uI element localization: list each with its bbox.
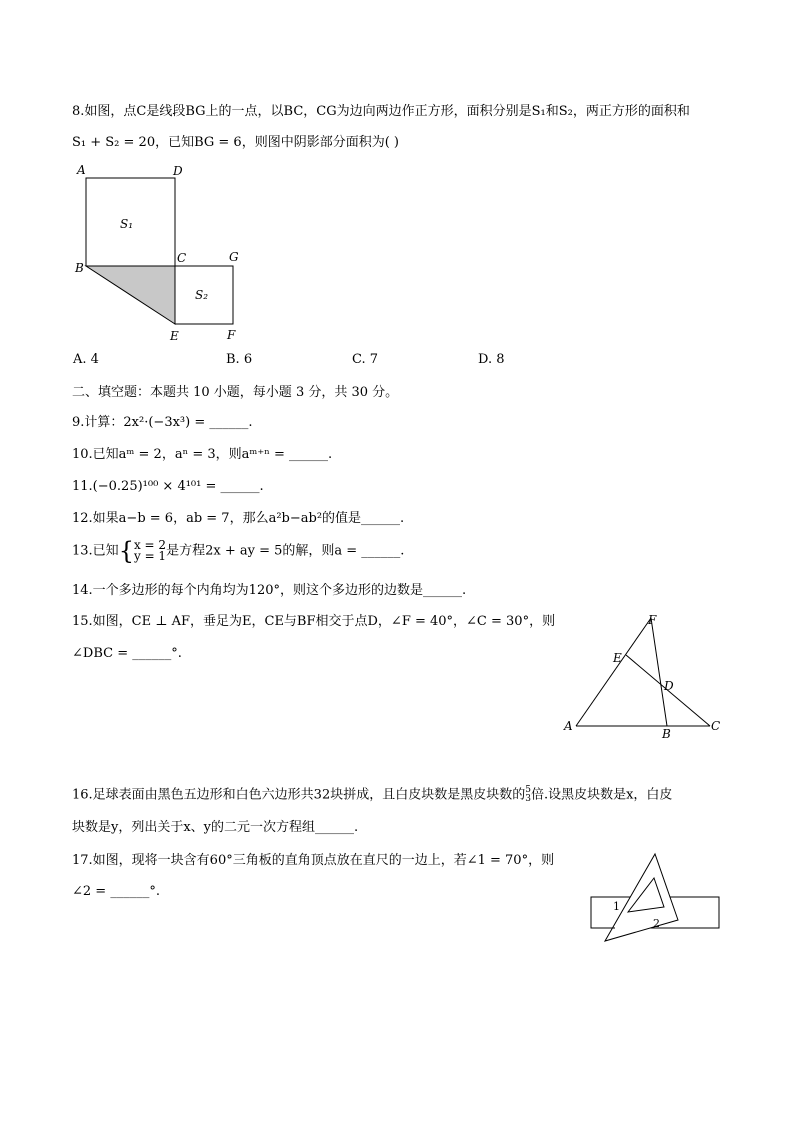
q15-triangle-figure	[560, 610, 725, 740]
q15-label-b: B	[662, 727, 671, 740]
q14-text: 14.一个多边形的每个内角均为120°，则这个多边形的边数是______.	[72, 583, 467, 598]
q8-label-d: D	[173, 164, 183, 178]
q17-angle-2-label: 2	[653, 917, 660, 930]
q10-text: 10.已知aᵐ = 2，aⁿ = 3，则aᵐ⁺ⁿ = ______.	[72, 447, 333, 462]
q13-prefix: 13.已知	[72, 543, 119, 559]
q15-label-a: A	[564, 719, 573, 733]
q8-label-f: F	[227, 328, 236, 342]
q8-label-e: E	[170, 329, 179, 343]
q8-label-a: A	[77, 163, 86, 177]
q13-equation-system	[134, 540, 166, 562]
q13-suffix: 是方程2x + ay = 5的解，则a = ______.	[166, 543, 405, 559]
section-heading: 二、填空题：本题共 10 小题，每小题 3 分，共 30 分。	[72, 385, 399, 400]
q15-label-d: D	[664, 679, 674, 693]
q16-line1-part1: 16.足球表面由黑色五边形和白色六边形共32块拼成，且白皮块数是黑皮块数的	[72, 787, 526, 803]
q13-eq1: x = 2	[133, 538, 167, 552]
q16-text-line2: 块数是y，列出关于x、y的二元一次方程组______.	[72, 820, 359, 835]
q16-frac-denominator: 3	[525, 794, 531, 804]
q15-label-f: F	[648, 613, 657, 627]
q9-text: 9.计算：2x²·(−3x³) = ______.	[72, 415, 253, 430]
q13-eq2: y = 1	[133, 549, 167, 563]
q8-option-c: C. 7	[352, 352, 379, 367]
q8-option-a: A. 4	[73, 352, 99, 367]
q17-text-line1: 17.如图，现将一块含有60°三角板的直角顶点放在直尺的一边上，若∠1 = 70°，则	[72, 853, 555, 868]
q8-label-b: B	[75, 261, 84, 275]
q16-frac-numerator: 5	[525, 785, 531, 795]
q8-text-line2: S₁ + S₂ = 20，已知BG = 6，则图中阴影部分面积为( )	[72, 135, 399, 150]
q8-option-d: D. 8	[478, 352, 505, 367]
q8-label-g: G	[229, 250, 239, 264]
q16-line1-part2: 倍.设黑皮块数是x，白皮	[530, 787, 673, 803]
q12-text: 12.如果a−b = 6，ab = 7，那么a²b−ab²的值是______.	[72, 511, 405, 526]
q8-label-s2: S₂	[195, 288, 209, 302]
q13-brace: {	[118, 537, 134, 565]
q17-angle-1-label: 1	[613, 900, 620, 913]
q8-label-s1: S₁	[120, 217, 134, 231]
q8-squares-figure	[70, 160, 250, 345]
q15-text-line2: ∠DBC = ______°.	[72, 646, 182, 661]
q16-text-line1	[72, 786, 672, 805]
q8-option-b: B. 6	[226, 352, 253, 367]
q8-text-line1: 8.如图，点C是线段BG上的一点，以BC，CG为边向两边作正方形，面积分别是S₁和S₂，两正方形的面积和	[72, 104, 690, 119]
q17-text-line2: ∠2 = ______°.	[72, 884, 160, 899]
q17-ruler-triangle-figure	[585, 850, 725, 945]
q15-text-line1: 15.如图，CE ⊥ AF，垂足为E，CE与BF相交于点D，∠F = 40°，∠C = 30°，则	[72, 614, 556, 629]
q15-label-e: E	[613, 651, 622, 665]
q13-text	[72, 538, 404, 565]
q15-label-c: C	[711, 719, 721, 733]
q8-label-c: C	[177, 251, 187, 265]
q11-text: 11.(−0.25)¹⁰⁰ × 4¹⁰¹ = ______.	[72, 479, 264, 494]
